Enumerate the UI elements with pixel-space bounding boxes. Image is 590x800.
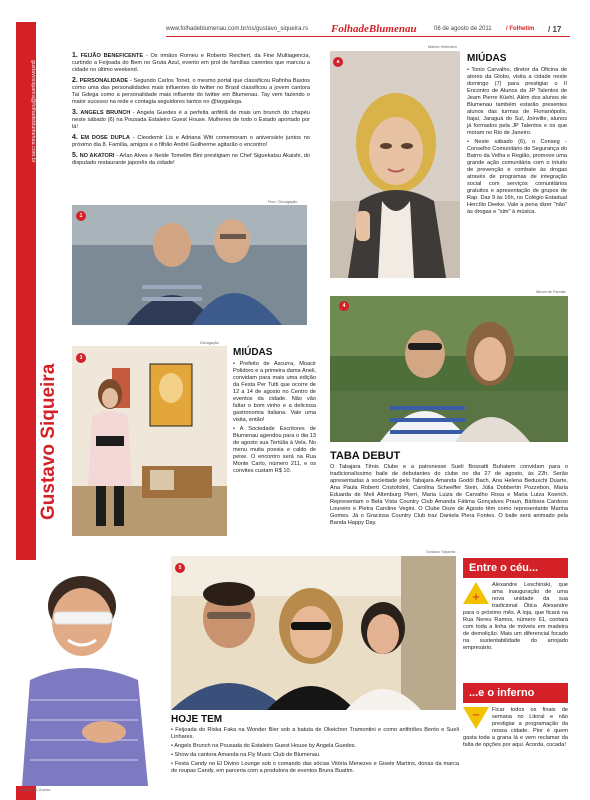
photo-number-badge: 5 xyxy=(175,563,185,573)
photo-three-people-art xyxy=(171,556,456,710)
bullet-item: • Tonio Carvalho, diretor da Oficina de atores da Globo, visita a cidade neste domingo (7) para prestigiar o II Encontro de Alunos da JP Talentos de Jeam Pierre Küehl. Além dos alunos de Blumenau também estarão presentes alunos das turmas de Florianópolis, Itajaí, Jaraguá do Sul, Joinville, alunos já formados pela JP Talentos e os que moram no Rio de Janeiro. xyxy=(467,67,567,137)
bullet-item: • Show da cantora Amanda na Fly Music Club de Blumenau. xyxy=(171,752,459,759)
photo-credit: Divulgação xyxy=(200,341,219,345)
bullet-item: • Angels Brunch na Pousada do Estaleiro Guest House by Angela Guedes. xyxy=(171,743,459,750)
note-item: 2. PERSONALIDADE - Segundo Carlos Tonet, o mesmo portal que classificou Rafinha Bastos como uma das personalidades mais influentes do twitter no Brasil classificou a jovem cantora Taí Gdega como a personalidade mais influente do twitter em Blumenau. Tay vem fazendo o maior sucesso na rede e contagia seguidores tantos no @taygalega. xyxy=(72,77,310,105)
photo-credit: Ana Paula Guerra xyxy=(20,788,51,792)
photo-two-men xyxy=(72,205,307,325)
entre-o-ceu-body: Alexandre Leschinski, que ama inauguração de uma nova unidade da sua tradicional Ótica Alexandre para o próximo mês. A loja, que ficará na Rua Nereu Ramos, número 61, contará com toda a linha de móveis em madeira de demolição. Mais um diferencial focado na sustentabilidade do arrojado empresário. xyxy=(463,582,568,651)
header-section: / Folhetim xyxy=(506,26,535,32)
bullet-item: • A Sociedade Escritores de Blumenau agendou para o dia 13 de agosto sua Tertúlia à Vela. No menu muita poesia e caldo de peixe. O encontro será na Rua Monte Carlo, número 211, e os convites custam R$ 10. xyxy=(233,426,316,475)
miudas-left-column xyxy=(233,347,316,477)
bullet-item: • Feijoada do Riska Faka na Wonder Bier sob a batuta de Okeichon Tramontini e como anfitriões Bento e Sueli Linhares. xyxy=(171,727,459,741)
e-o-inferno-title: ...e o inferno xyxy=(463,683,568,703)
hoje-tem-title: HOJE TEM xyxy=(171,714,223,725)
header-brand: FolhadeBlumenau xyxy=(331,23,417,35)
thumbs-down-icon xyxy=(463,707,489,729)
columnist-portrait-art xyxy=(16,560,166,786)
photo-number-badge: 4 xyxy=(339,301,349,311)
columnist-name: Gustavo Siqueira xyxy=(38,363,59,520)
notes-list xyxy=(72,52,310,170)
photo-woman-interior xyxy=(72,346,227,536)
photo-three-people xyxy=(171,556,456,710)
taba-debut-title: TABA DEBUT xyxy=(330,450,401,462)
photo-credit: Marlon Hellmann xyxy=(428,45,457,49)
photo-number-badge: a xyxy=(333,57,343,67)
photo-number-badge: 3 xyxy=(76,353,86,363)
miudas-left-title: MIÚDAS xyxy=(233,347,273,358)
photo-couple xyxy=(330,296,568,442)
photo-credit: Álbum de Família xyxy=(536,290,566,294)
bullet-item: • Festa Candy no El Divino Lounge sob o comando das sócias Vitória Menezes e Gisele Martins, donas da marca de roupas Candy, em parceria com a produtora de eventos Bruna Buatim. xyxy=(171,761,459,775)
thumbs-up-icon xyxy=(463,582,489,604)
taba-debut-body: O Tabajara Tênis Clube e a patronesse Sueli Bossatti Buhatem convidam para o tradicionalíssimo baile de debutantes do clube no dia 27 de agosto, às 22h. Serão apresentadas à sociedade pelo Tabajara Amanda Godói Bach, Ana Helena Beduschi Duarte, Ana Paula Roberti Cristofolini, Carolina Scheeffer Stein, Júlia Dobbertin Pozzebon, Maria Eduarda de Meli Altenburg Pierri, Maria Luiza de Carvalho Rosa e Maria Luiza Koerich. Representam o Bela Vista Country Club Amanda Fátima Gonçalves Praun, Bárbara Cardoso Loureiro e Pietra Caroline Vegini. O Clube Doze de Agosto têm como representante Marina Gomes. Já o Graciosa Country Club traz Daniela Piera Fontes. O baile será animado pela Banda Happy Day. xyxy=(330,464,568,526)
columnist-portrait xyxy=(16,560,166,786)
photo-blonde-woman-art xyxy=(330,51,460,278)
photo-couple-art xyxy=(330,296,568,442)
hoje-tem-section xyxy=(171,714,459,777)
photo-two-men-art xyxy=(72,205,307,325)
note-item: 3. ANGELS BRUNCH - Angela Guedes é a perfeita anfitriã de mais um brunch do chapéu neste sábado (6) na Pousada Estaleiro Guest House. Mulheres de todo o Estado aportado por lá! xyxy=(72,109,310,130)
page-header xyxy=(166,22,570,37)
svg-text:+: + xyxy=(471,592,481,603)
bullet-item: • Neste sábado (6), o Conseg - Conselho Comunitário de Segurança do Bairro da Velha e Região, promove uma grande ação comunitária com o intuito de prevenção e combate às drogas através de programas de integração social com serviços comunitários gratuitos e apresentação de grupos de Rap. Das 9 às 16h, no Colégio Estadual Hercílio Deeke. Vale a pena dizer "não" às drogas e "sim" à música. xyxy=(467,139,567,216)
header-url[interactable]: www.folhadeblumenau.com.br/os/gustavo_siqueira.rs xyxy=(166,26,309,32)
photo-blonde-woman xyxy=(330,51,460,278)
miudas-right-title: MIÚDAS xyxy=(467,53,507,64)
header-page-number: / 17 xyxy=(548,25,562,34)
miudas-right-column xyxy=(467,53,567,218)
e-o-inferno-box xyxy=(463,683,568,749)
photo-credit: Gustavo Siqueira xyxy=(426,550,456,554)
photo-credit: Fine / Divulgação xyxy=(268,200,298,204)
photo-number-badge: 1 xyxy=(76,211,86,221)
note-item: 5. NO AKATORI - Arlan Alves e Neide Tomelim Bini prestigiam no Chef Siguekatsu Akaishi, do disputado restaurante japonês da cidade! xyxy=(72,152,310,166)
e-o-inferno-body: Ficar todos os finais de semana no Litoral e não prestigiar a programação da nossa cidade. Pior é quem gasta toda a grana lá e vem reclamar da falta de opções por aqui. Acorda, cocada! xyxy=(463,707,568,748)
taba-debut-article xyxy=(330,450,568,527)
entre-o-ceu-title: Entre o céu... xyxy=(463,558,568,578)
header-date: 06 de agosto de 2011 xyxy=(434,26,492,32)
note-item: 4. EM DOSE DUPLA - Cleodemir Lis e Adriana Witt comemoram o aniversário juntos no próximo dia 8. Família, amigos e o filhão André Guilherme agitarão o encontro! xyxy=(72,134,310,148)
bullet-item: • Prefeito de Ascurra, Moacir Polidoro e a primeira dama Aneli, convidam para mais uma edição da Festa Per Tutti que ocorre de 12 a 14 de agosto no Centro de eventos da cidade. Não vão faltar o bom vinho e a deliciosa gastronomia italiana. Vale uma visita, então! xyxy=(233,361,316,424)
columnist-email: gustavosiqueira@folhadeblumenau.com.br xyxy=(30,60,36,163)
note-item: 1. FEIJÃO BENEFICENTE - Os irmãos Romeu e Roberto Reichert, da Fine Multiagencia, curtindo a Feijoada do Bem no Gruta Azul, evento em prol de famílias carentes que marcou a cidade no último weekend. xyxy=(72,52,310,73)
photo-woman-interior-art xyxy=(72,346,227,536)
svg-text:−: − xyxy=(471,710,481,721)
entre-o-ceu-box xyxy=(463,558,568,652)
